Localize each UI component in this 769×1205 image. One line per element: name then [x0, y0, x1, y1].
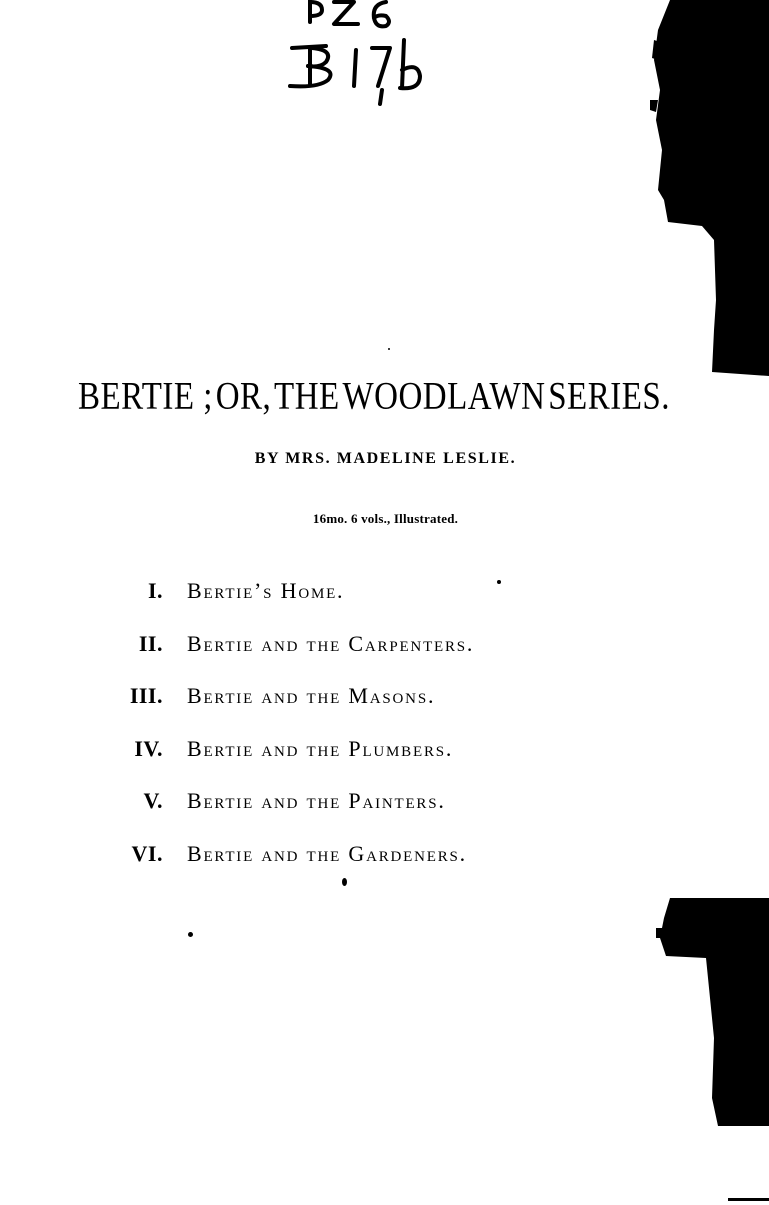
volume-numeral: III. — [129, 683, 163, 709]
volume-title: Bertie and the Plumbers. — [187, 735, 454, 761]
list-item — [0, 732, 769, 785]
scan-edge-line — [728, 1198, 769, 1201]
list-item — [0, 627, 769, 680]
volume-numeral: IV. — [134, 735, 163, 761]
volume-list — [0, 574, 769, 890]
list-item — [0, 784, 769, 837]
volume-numeral: VI. — [131, 840, 163, 866]
format-line: 16mo. 6 vols., Illustrated. — [312, 511, 459, 526]
volume-numeral: V. — [143, 788, 163, 814]
volume-title: Bertie and the Carpenters. — [187, 630, 475, 656]
list-item — [0, 837, 769, 890]
handwritten-call-number — [282, 0, 442, 110]
volume-title: Bertie’s Home. — [187, 578, 345, 603]
title-word: SERIES. — [548, 375, 670, 419]
volume-numeral: II. — [138, 630, 163, 656]
title-word: THE — [274, 375, 340, 419]
volume-title: Bertie and the Masons. — [187, 683, 436, 709]
list-item — [0, 679, 769, 732]
scan-edge-shadow — [656, 898, 769, 1128]
scan-edge-shadow — [650, 0, 769, 376]
call-number-drawing — [282, 0, 442, 110]
scan-speck — [188, 932, 193, 937]
author-line: BY MRS. MADELINE LESLIE. — [254, 450, 517, 467]
title-word: BERTIE ; — [78, 375, 213, 419]
volume-title: Bertie and the Gardeners. — [187, 840, 467, 866]
list-item — [0, 574, 769, 627]
volume-title: Bertie and the Painters. — [187, 788, 446, 814]
title-word: WOODLAWN — [342, 375, 546, 419]
title-word: OR, — [215, 375, 272, 419]
scan-speck — [388, 348, 390, 350]
series-title — [78, 372, 670, 422]
volume-numeral: I. — [147, 578, 163, 603]
